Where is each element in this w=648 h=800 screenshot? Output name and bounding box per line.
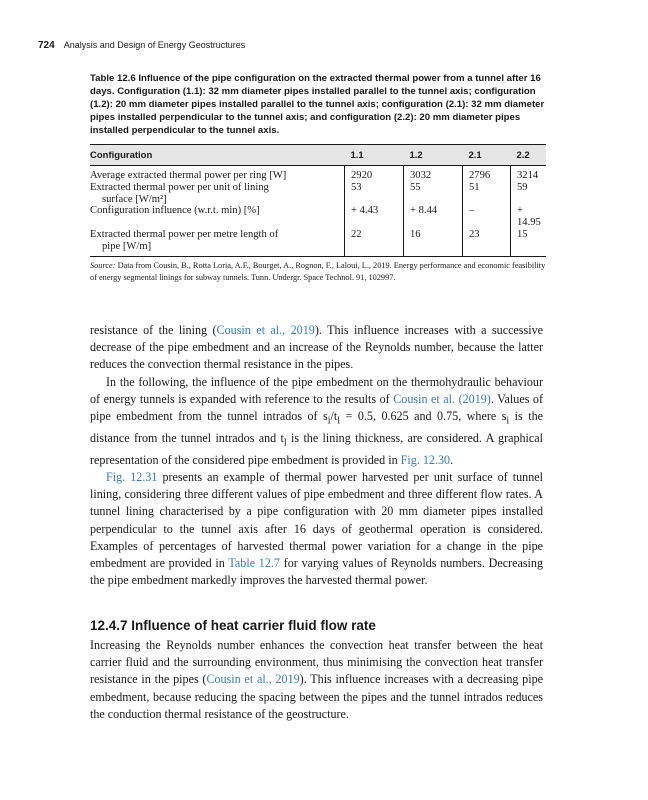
section-heading: 12.4.7 Influence of heat carrier fluid flow rate [90, 618, 376, 633]
table-cell: – [463, 205, 511, 229]
table-caption: Table 12.6 Influence of the pipe configuration on the extracted thermal power from a tunnel after 16 days. Configuration (1.1): 32 mm diameter pipes installed parallel to the tunnel axis; configuration (1.2): 20 mm diameter pipes installed parallel to the tunnel axis; configuration (2.1): 32 mm diameter pipes installed perpendicular to the tunnel axis; and configuration (2.2): 20 mm diameter pipes installed perpendicular to the tunnel axis. [90, 73, 545, 136]
table-cell: 51 [463, 182, 511, 206]
table-cell: 59 [511, 182, 547, 206]
table-cell: 3214 [511, 166, 547, 182]
table-cell: 3032 [404, 166, 463, 182]
column-header-2-2: 2.2 [511, 145, 547, 166]
table-cell: 23 [463, 229, 511, 256]
running-title: Analysis and Design of Energy Geostructures [63, 40, 246, 50]
paragraph-2: In the following, the influence of the pipe embedment on the thermohydraulic behaviour of energy tunnels is expanded with reference to the results of Cousin et al. (2019). Values of pipe embedment from the tunnel intrados of $s_i/t_l = 0.5$, 0.625 and 0.75, where $s_i$ is the distance from the tunnel intrados and $t_l$ is the lining thickness, are considered. A graphical representation of the considered pipe embedment is provided in Fig. 12.30. [90, 375, 544, 467]
row-label: Extracted thermal power per metre length of pipe [W/m] [90, 229, 345, 256]
column-header-configuration: Configuration [90, 145, 345, 166]
table-cell: 15 [511, 229, 547, 256]
table-row [90, 166, 546, 182]
row-label: Configuration influence (w.r.t. min) [%] [90, 205, 260, 217]
configuration-table [90, 144, 546, 257]
column-header-1-2: 1.2 [404, 145, 463, 166]
table-row [90, 182, 546, 206]
column-header-2-1: 2.1 [463, 145, 511, 166]
paragraph-4: Increasing the Reynolds number enhances the convection heat transfer between the heat carrier fluid and the surrounding environment, thus minimising the convection heat transfer resistance in the pipes (Cousin et al., 2019). This influence increases with a decreasing pipe embedment, because reducing the spacing between the pipes and the tunnel intrados reduces the conduction thermal resistance of the geostructure. [90, 638, 543, 721]
citation-link[interactable]: Cousin et al., 2019 [206, 672, 300, 687]
table-cell: + 14.95 [511, 205, 547, 229]
table-cell: 55 [404, 182, 463, 206]
source-label: Source: [90, 261, 116, 270]
table-header-row [90, 145, 546, 166]
figure-link[interactable]: Fig. 12.31 [106, 470, 158, 484]
source-text: Data from Cousin, B., Rotta Loria, A.F., Bourget, A., Rognon, F., Laloui, L., 2019. Energy performance and economic feasibility of energy segmental linings for subway tunnels. Tunn. Undergr. Space Technol. 91, 102997. [90, 261, 546, 282]
table-source-note [90, 260, 550, 283]
column-header-1-1: 1.1 [345, 145, 404, 166]
figure-link[interactable]: Fig. 12.30 [400, 452, 451, 467]
page-header [38, 40, 245, 51]
table-cell: 2920 [345, 166, 404, 182]
table-cell: 22 [345, 229, 404, 256]
row-label: Average extracted thermal power per ring [W] [90, 170, 287, 181]
table-row [90, 205, 546, 229]
table-cell: 16 [404, 229, 463, 256]
table-cell: + 4.43 [345, 205, 404, 229]
paragraph-1: resistance of the lining (Cousin et al., 2019). This influence increases with a successive decrease of the pipe embedment and an increase of the Reynolds number, because the latter reduces the convection thermal resistance in the pipes. [90, 323, 543, 372]
table-cell: 53 [345, 182, 404, 206]
paragraph-3: Fig. 12.31 presents an example of thermal power harvested per unit surface of tunnel lining, considering three different values of pipe embedment and three different flow rates. A tunnel lining characterised by a pipe configuration with 20 mm diameter pipes installed perpendicular to the tunnel axis after 16 days of geothermal operation is considered. Examples of percentages of harvested thermal power variation for a change in the pipe embedment are provided in Table 12.7 for varying values of Reynolds numbers. Decreasing the pipe embedment markedly improves the harvested thermal power. [90, 470, 544, 588]
citation-link[interactable]: Cousin et al., 2019 [216, 323, 315, 337]
table-row [90, 229, 546, 256]
table-cell: 2796 [463, 166, 511, 182]
page-number: 724 [38, 40, 55, 51]
table-cell: + 8.44 [404, 205, 463, 229]
citation-link[interactable]: Cousin et al. (2019) [393, 392, 491, 407]
row-label: Extracted thermal power per unit of lining surface [W/m²] [90, 181, 269, 205]
table-link[interactable]: Table 12.7 [228, 556, 280, 571]
